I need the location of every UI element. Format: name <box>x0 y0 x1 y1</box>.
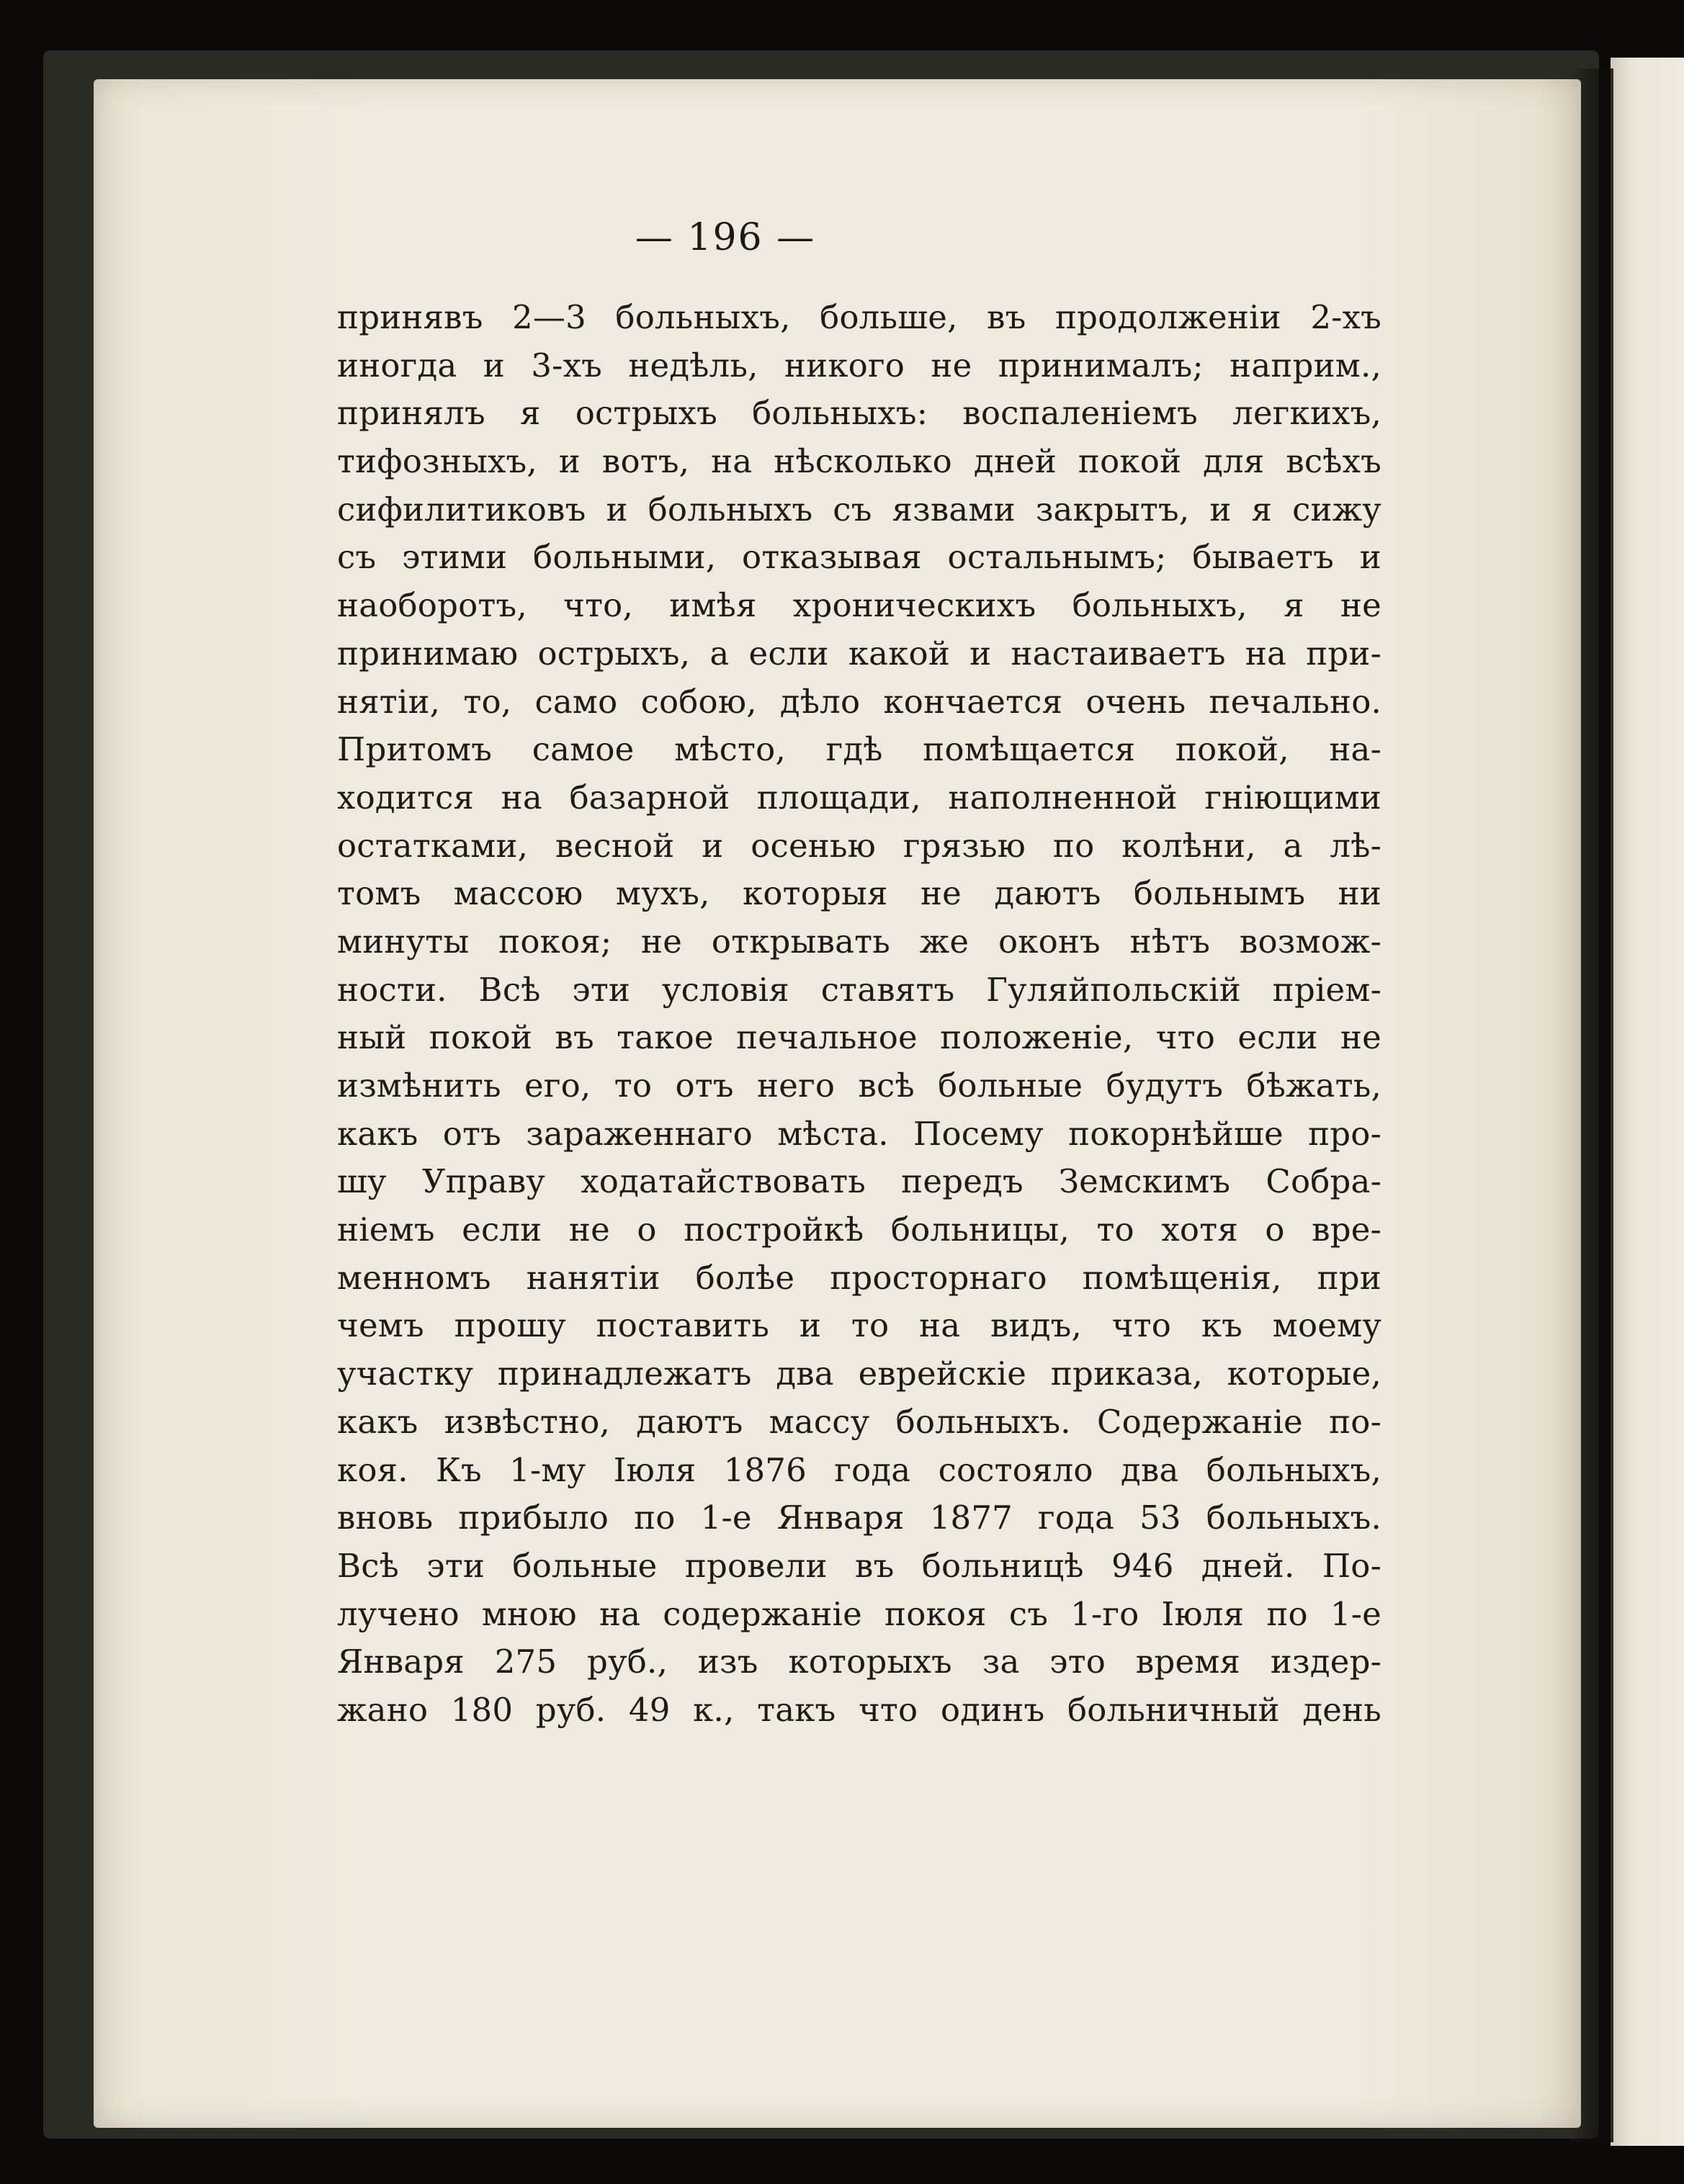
body-text <box>337 294 1381 1735</box>
page-number: — 196 — <box>635 216 816 259</box>
text-line: Всѣ эти больные провели въ больницѣ 946 дней. По- <box>337 1546 1381 1585</box>
text-line: принялъ я острыхъ больныхъ: воспаленіемъ легкихъ, <box>337 394 1381 433</box>
text-line: съ этими больными, отказывая остальнымъ; бываетъ и <box>337 538 1381 577</box>
text-line: сифилитиковъ и больныхъ съ язвами закрытъ, и я сижу <box>337 490 1381 529</box>
text-line: остатками, весной и осенью грязью по колѣни, а лѣ- <box>337 826 1381 865</box>
text-line: чемъ прошу поставить и то на видъ, что къ моему <box>337 1306 1381 1345</box>
text-line: менномъ нанятіи болѣе просторнаго помѣщенія, при <box>337 1258 1381 1297</box>
text-line: минуты покоя; не открывать же оконъ нѣтъ возмож- <box>337 922 1381 961</box>
text-line: нятіи, то, само собою, дѣло кончается очень печально. <box>337 682 1381 721</box>
text-line: вновь прибыло по 1-е Января 1877 года 53 больныхъ. <box>337 1498 1381 1537</box>
text-line: шу Управу ходатайствовать передъ Земскимъ Собра- <box>337 1162 1381 1201</box>
text-line: ніемъ если не о постройкѣ больницы, то хотя о вре- <box>337 1210 1381 1249</box>
text-line: какъ отъ зараженнаго мѣста. Посему покорнѣйше про- <box>337 1114 1381 1153</box>
text-line: Января 275 руб., изъ которыхъ за это время издер- <box>337 1643 1381 1681</box>
text-line: лучено мною на содержаніе покоя съ 1-го Іюля по 1-е <box>337 1594 1381 1633</box>
text-line: коя. Къ 1-му Іюля 1876 года состояло два больныхъ, <box>337 1450 1381 1489</box>
text-line: какъ извѣстно, даютъ массу больныхъ. Содержаніе по- <box>337 1402 1381 1441</box>
text-line: томъ массою мухъ, которыя не даютъ больнымъ ни <box>337 874 1381 913</box>
text-line: ный покой въ такое печальное положеніе, что если не <box>337 1018 1381 1057</box>
text-line: наоборотъ, что, имѣя хроническихъ больныхъ, я не <box>337 586 1381 625</box>
facing-page-edge <box>1611 58 1684 2146</box>
text-line: иногда и 3-хъ недѣль, никого не принималъ; наприм., <box>337 346 1381 385</box>
text-line: тифозныхъ, и вотъ, на нѣсколько дней покой для всѣхъ <box>337 442 1381 481</box>
text-line: измѣнить его, то отъ него всѣ больные будутъ бѣжать, <box>337 1066 1381 1105</box>
text-line: ходится на базарной площади, наполненной гніющими <box>337 778 1381 817</box>
text-line: принявъ 2—3 больныхъ, больше, въ продолженіи 2-хъ <box>337 298 1381 336</box>
text-line: ности. Всѣ эти условія ставятъ Гуляйпольскій пріем- <box>337 970 1381 1009</box>
text-line: Притомъ самое мѣсто, гдѣ помѣщается покой, на- <box>337 730 1381 769</box>
text-line: принимаю острыхъ, а если какой и настаиваетъ на при- <box>337 634 1381 673</box>
text-line: жано 180 руб. 49 к., такъ что одинъ больничный день <box>337 1690 1381 1729</box>
text-line: участку принадлежатъ два еврейскіе приказа, которые, <box>337 1354 1381 1393</box>
